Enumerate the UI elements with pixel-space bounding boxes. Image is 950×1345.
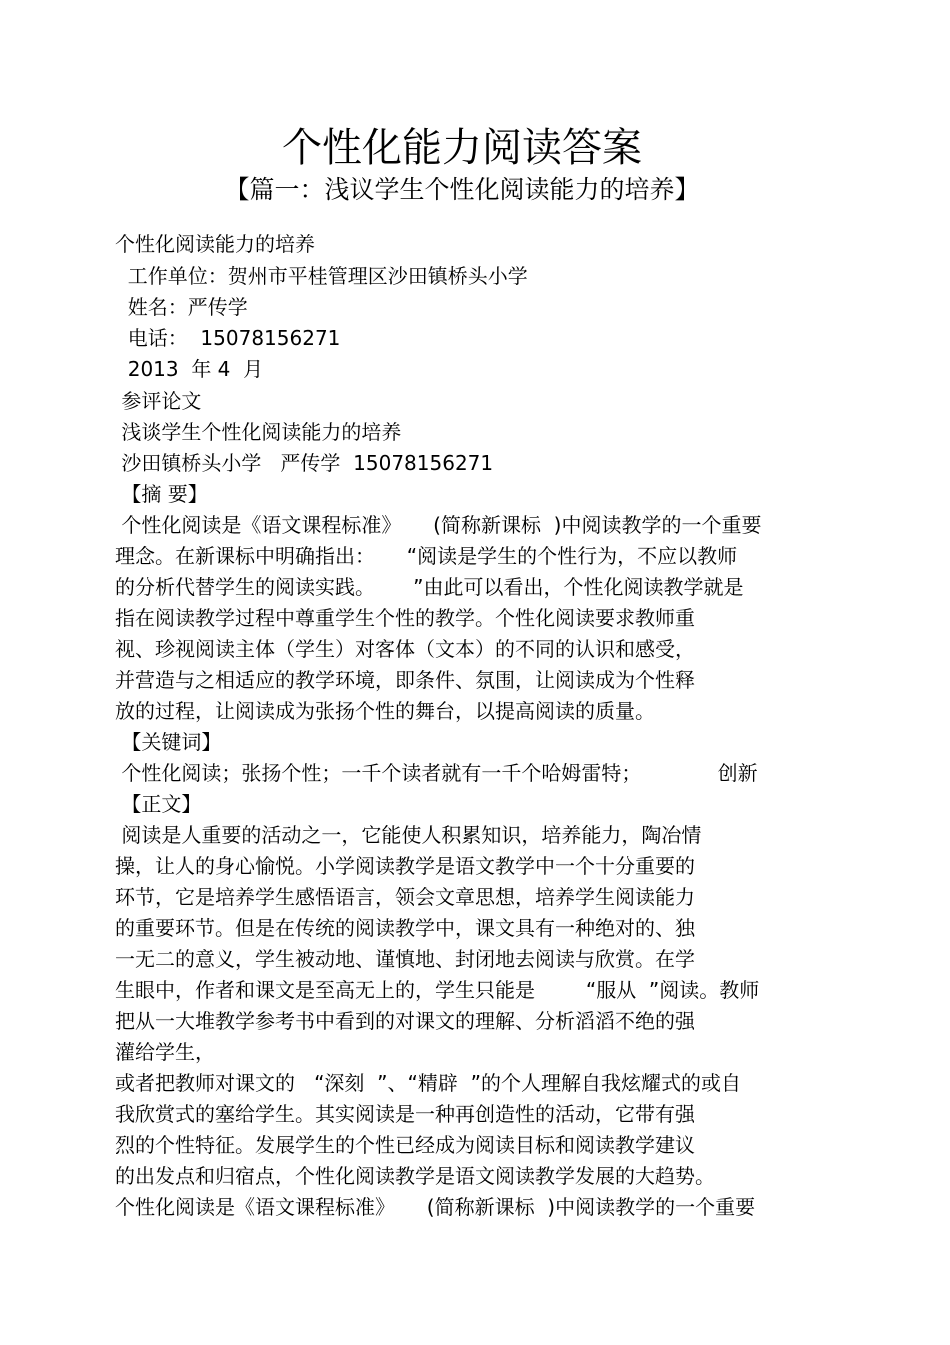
text-line: 的出发点和归宿点，个性化阅读教学是语文阅读教学发展的大趋势。	[115, 1164, 715, 1188]
text-line: 视、珍视阅读主体（学生）对客体（文本）的不同的认识和感受，	[115, 637, 695, 661]
text-line: 烈的个性特征。发展学生的个性已经成为阅读目标和阅读教学建议	[115, 1133, 695, 1157]
text-line: 阅读是人重要的活动之一，它能使人积累知识，培养能力，陶冶情	[115, 823, 702, 847]
document-subtitle: 【篇一：浅议学生个性化阅读能力的培养】	[224, 175, 700, 204]
text-line: 【关键词】	[115, 730, 222, 754]
text-line: 浅谈学生个性化阅读能力的培养	[115, 420, 402, 444]
text-line: 参评论文	[115, 389, 202, 413]
text-line: 指在阅读教学过程中尊重学生个性的教学。个性化阅读要求教师重	[115, 606, 695, 630]
text-line: 2013 年 4 月	[115, 357, 264, 381]
text-line: 环节，它是培养学生感悟语言，领会文章思想，培养学生阅读能力	[115, 885, 695, 909]
text-line: 生眼中，作者和课文是至高无上的，学生只能是 “服从 ”阅读。教师	[115, 978, 760, 1002]
text-line: 个性化阅读是《语文课程标准》 (简称新课标 )中阅读教学的一个重要	[115, 513, 762, 537]
text-line: 个性化阅读；张扬个性；一千个读者就有一千个哈姆雷特； 创新	[115, 761, 758, 785]
text-line: 个性化阅读能力的培养	[115, 232, 315, 256]
text-line: 的分析代替学生的阅读实践。 ”由此可以看出，个性化阅读教学就是	[115, 575, 744, 599]
text-line: 的重要环节。但是在传统的阅读教学中，课文具有一种绝对的、独	[115, 916, 695, 940]
text-line: 姓名：严传学	[115, 295, 248, 319]
text-line: 把从一大堆教学参考书中看到的对课文的理解、分析滔滔不绝的强	[115, 1009, 695, 1033]
text-line: 理念。在新课标中明确指出： “阅读是学生的个性行为，不应以教师	[115, 544, 738, 568]
text-line: 【摘 要】	[115, 482, 208, 506]
text-line: 灌给学生，	[115, 1040, 215, 1064]
text-line: 放的过程，让阅读成为张扬个性的舞台，以提高阅读的质量。	[115, 699, 655, 723]
text-line: 个性化阅读是《语文课程标准》 (简称新课标 )中阅读教学的一个重要	[115, 1195, 756, 1219]
text-line: 并营造与之相适应的教学环境，即条件、氛围，让阅读成为个性释	[115, 668, 695, 692]
text-line: 电话： 15078156271	[115, 326, 341, 350]
text-line: 【正文】	[115, 792, 202, 816]
text-line: 工作单位：贺州市平桂管理区沙田镇桥头小学	[115, 264, 528, 288]
text-line: 沙田镇桥头小学 严传学 15078156271	[115, 451, 494, 475]
text-line: 操，让人的身心愉悦。小学阅读教学是语文教学中一个十分重要的	[115, 854, 695, 878]
text-line: 一无二的意义，学生被动地、谨慎地、封闭地去阅读与欣赏。在学	[115, 947, 695, 971]
text-line: 我欣赏式的塞给学生。其实阅读是一种再创造性的活动，它带有强	[115, 1102, 695, 1126]
text-line: 或者把教师对课文的 “深刻 ”、“精辟 ”的个人理解自我炫耀式的或自	[115, 1071, 741, 1095]
document-title: 个性化能力阅读答案	[282, 125, 642, 171]
